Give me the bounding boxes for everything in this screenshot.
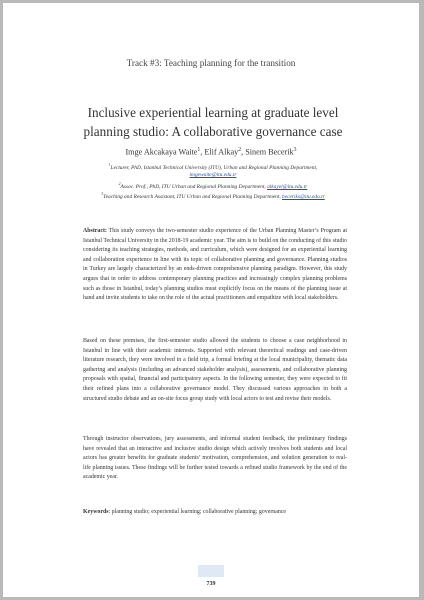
author-sup: 2 (238, 147, 242, 153)
keywords-line (83, 508, 347, 518)
title-line-1: Inclusive experiential learning at graduate level (87, 105, 339, 120)
author-list: Imge Akcakaya Waite$^1$, Elif Alkay$^2$, Sinem Becerik$^3$ (125, 147, 297, 157)
abstract-label: Abstract: (83, 228, 107, 234)
author-name: Elif Alkay (204, 147, 239, 157)
email-link[interactable]: beceriks@itu.edu.tr (282, 193, 325, 200)
affiliation-sup: 3 (101, 192, 104, 196)
affiliation-1 (43, 162, 383, 179)
abstract-paragraph (83, 227, 347, 304)
footer-decoration (198, 565, 224, 577)
email-link[interactable]: alkayel@itu.edu.tr (267, 183, 308, 190)
page-number: 739 (206, 581, 216, 587)
paper-title (53, 103, 373, 141)
author-name: Sinem Becerik (245, 147, 294, 157)
paper-page (3, 3, 419, 597)
affiliation-text: Lecturer, PhD, Istanbul Technical University (ITU), Urban and Regional Planning Department, (110, 164, 318, 171)
affiliation-2 (43, 181, 383, 191)
track-heading: Track #3: Teaching planning for the transition (126, 58, 296, 68)
body-paragraph-2: Based on these premises, the first-semester studio allowed the students to choose a case neighborhood in Istanbul in line with their academic interests. Supported with relevant theoretical readings and case-driven literature research, they were involved in a field trip, a formal briefing at the local municipality, thematic data gathering and analysis (including an advanced stakeholder analysis), assessments, and collaborative planning proposals with spatial, financial and participatory aspects. In the following semester, they were expected to fit their refined plans into a collaborative governance model. They discussed various approaches in both a structured studio debate and an on-site focus group study with local actors to test and revise their models. (83, 338, 347, 402)
affiliation-text: Assoc. Prof., PhD, ITU Urban and Regional Planning Department, (120, 183, 266, 190)
title-line-2: planning studio: A collaborative governance case (83, 124, 343, 139)
abstract-text: This study conveys the two-semester studio experience of the Urban Planning Master’s Program at Istanbul Technical University in the 2018-19 academic year. The aim is to build on the conducting of this studio considering its teaching strategies, methods, and curriculum, which were designed for an experiential learning and collaboration experience in line with its topic of collaborative planning and governance. Planning studios in Turkey are largely characterized by an ends-driven comprehensive planning paradigm. However, this study argues that in order to address contemporary planning practices and increasingly complex planning problems such as those in Istanbul, today’s planning studios must explicitly focus on the means of the planning issue at hand and invite students to take on the role of the actual practitioners and empathize with local stakeholders. (83, 228, 347, 302)
author-sup: 1 (197, 147, 201, 153)
keywords-text: : planning studio; experiential learning; collaborative planning; governance (108, 509, 287, 515)
affiliation-sup: 1 (108, 163, 111, 167)
author-name: Imge Akcakaya Waite (125, 147, 198, 157)
body-paragraph-3: Through instructor observations, jury assessments, and informal student feedback, the preliminary findings have revealed that an interactive and inclusive studio design which actively involves both students and local actors has greater benefits for graduate students’ motivation, comprehension, and solution generation to real-life planning issues. These findings will be further tested towards a refined studio framework by the end of the academic year. (83, 436, 347, 481)
affiliation-text: Teaching and Research Assistant, ITU Urban and Regional Planning Department, (103, 193, 281, 200)
affiliation-sup: 2 (118, 182, 121, 186)
keywords-label: Keywords (83, 509, 109, 515)
author-sup: 3 (293, 147, 297, 153)
email-link[interactable]: imgewaite@itu.edu.tr (189, 171, 237, 178)
affiliation-3 (43, 191, 383, 201)
